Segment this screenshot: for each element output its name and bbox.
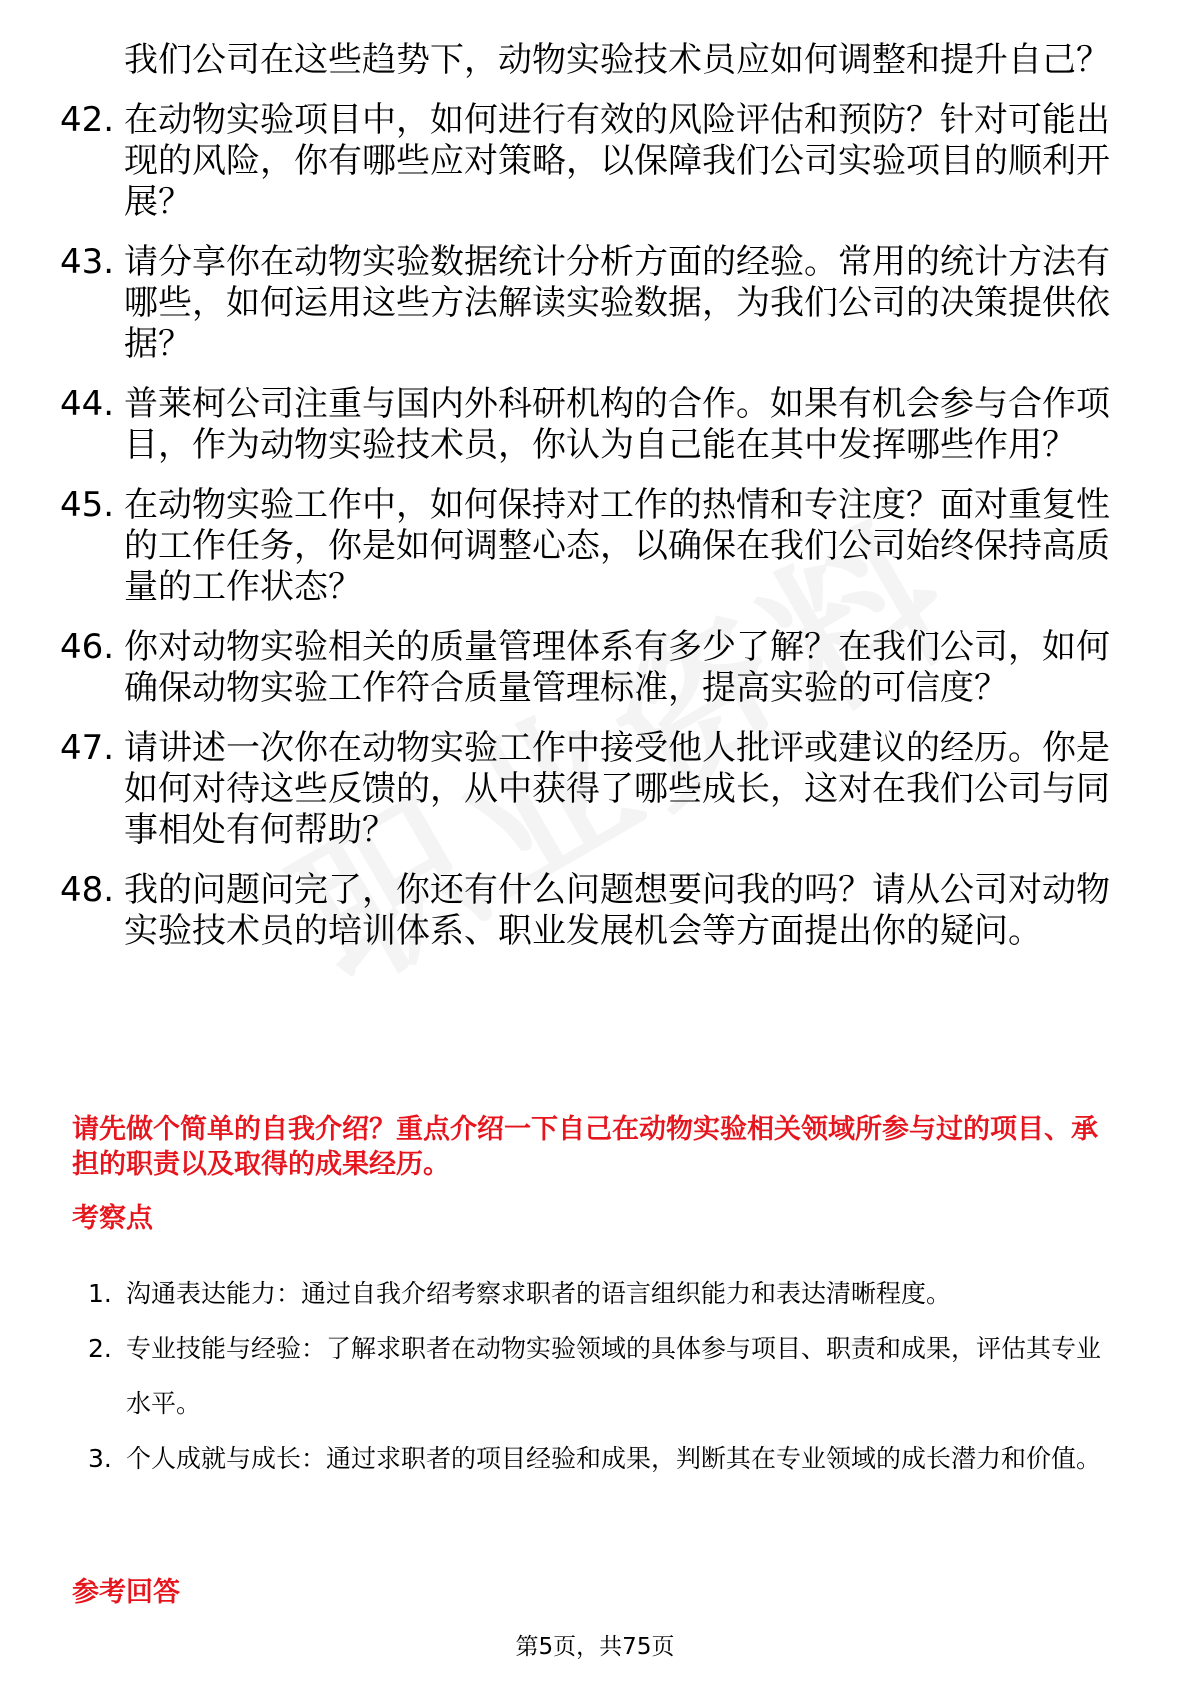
question-item <box>60 870 1120 952</box>
question-text: 普莱柯公司注重与国内外科研机构的合作。如果有机会参与合作项目，作为动物实验技术员，你认为自己能在其中发挥哪些作用？ <box>124 384 1110 465</box>
point-text: 专业技能与经验：了解求职者在动物实验领域的具体参与项目、职责和成果，评估其专业水平。 <box>126 1334 1102 1418</box>
question-text: 请讲述一次你在动物实验工作中接受他人批评或建议的经历。你是如何对待这些反馈的，从中获得了哪些成长，这对在我们公司与同事相处有何帮助？ <box>124 728 1110 850</box>
point-number: 1. <box>88 1279 112 1308</box>
assessment-point <box>88 1266 1118 1321</box>
question-number: 48. <box>60 870 115 910</box>
question-text: 在动物实验工作中，如何保持对工作的热情和专注度？面对重复性的工作任务，你是如何调整心态，以确保在我们公司始终保持高质量的工作状态？ <box>124 485 1110 607</box>
question-number: 45. <box>60 485 115 525</box>
assessment-point-list <box>88 1266 1118 1486</box>
question-list <box>60 40 1120 971</box>
page-number-footer: 第5页，共75页 <box>515 1634 675 1660</box>
question-number: 43. <box>60 242 115 282</box>
question-text: 你对动物实验相关的质量管理体系有多少了解？在我们公司，如何确保动物实验工作符合质量管理标准，提高实验的可信度？ <box>124 627 1110 708</box>
question-number: 47. <box>60 728 115 768</box>
reference-answer-heading: 参考回答 <box>72 1577 180 1608</box>
point-text: 沟通表达能力：通过自我介绍考察求职者的语言组织能力和表达清晰程度。 <box>126 1279 952 1308</box>
point-text: 个人成就与成长：通过求职者的项目经验和成果，判断其在专业领域的成长潜力和价值。 <box>126 1444 1102 1473</box>
question-text: 我的问题问完了，你还有什么问题想要问我的吗？请从公司对动物实验技术员的培训体系、职业发展机会等方面提出你的疑问。 <box>124 870 1110 951</box>
question-text: 在动物实验项目中，如何进行有效的风险评估和预防？针对可能出现的风险，你有哪些应对策略，以保障我们公司实验项目的顺利开展？ <box>124 100 1110 222</box>
assessment-heading: 考察点 <box>72 1203 153 1234</box>
question-number: 46. <box>60 627 115 667</box>
question-continuation <box>60 40 1120 81</box>
question-text: 我们公司在这些趋势下，动物实验技术员应如何调整和提升自己？ <box>124 40 1110 80</box>
question-text: 请分享你在动物实验数据统计分析方面的经验。常用的统计方法有哪些，如何运用这些方法解读实验数据，为我们公司的决策提供依据？ <box>124 242 1110 364</box>
highlight-question: 请先做个简单的自我介绍？重点介绍一下自己在动物实验相关领域所参与过的项目、承担的职责以及取得的成果经历。 <box>72 1114 1098 1180</box>
assessment-point <box>88 1431 1118 1486</box>
question-item <box>60 100 1120 223</box>
question-number: 44. <box>60 384 115 424</box>
question-item <box>60 384 1120 466</box>
question-item <box>60 728 1120 851</box>
assessment-point <box>88 1321 1118 1431</box>
point-number: 2. <box>88 1334 112 1363</box>
point-number: 3. <box>88 1444 112 1473</box>
question-item <box>60 242 1120 365</box>
question-number: 42. <box>60 100 115 140</box>
question-item <box>60 627 1120 709</box>
question-item <box>60 485 1120 608</box>
